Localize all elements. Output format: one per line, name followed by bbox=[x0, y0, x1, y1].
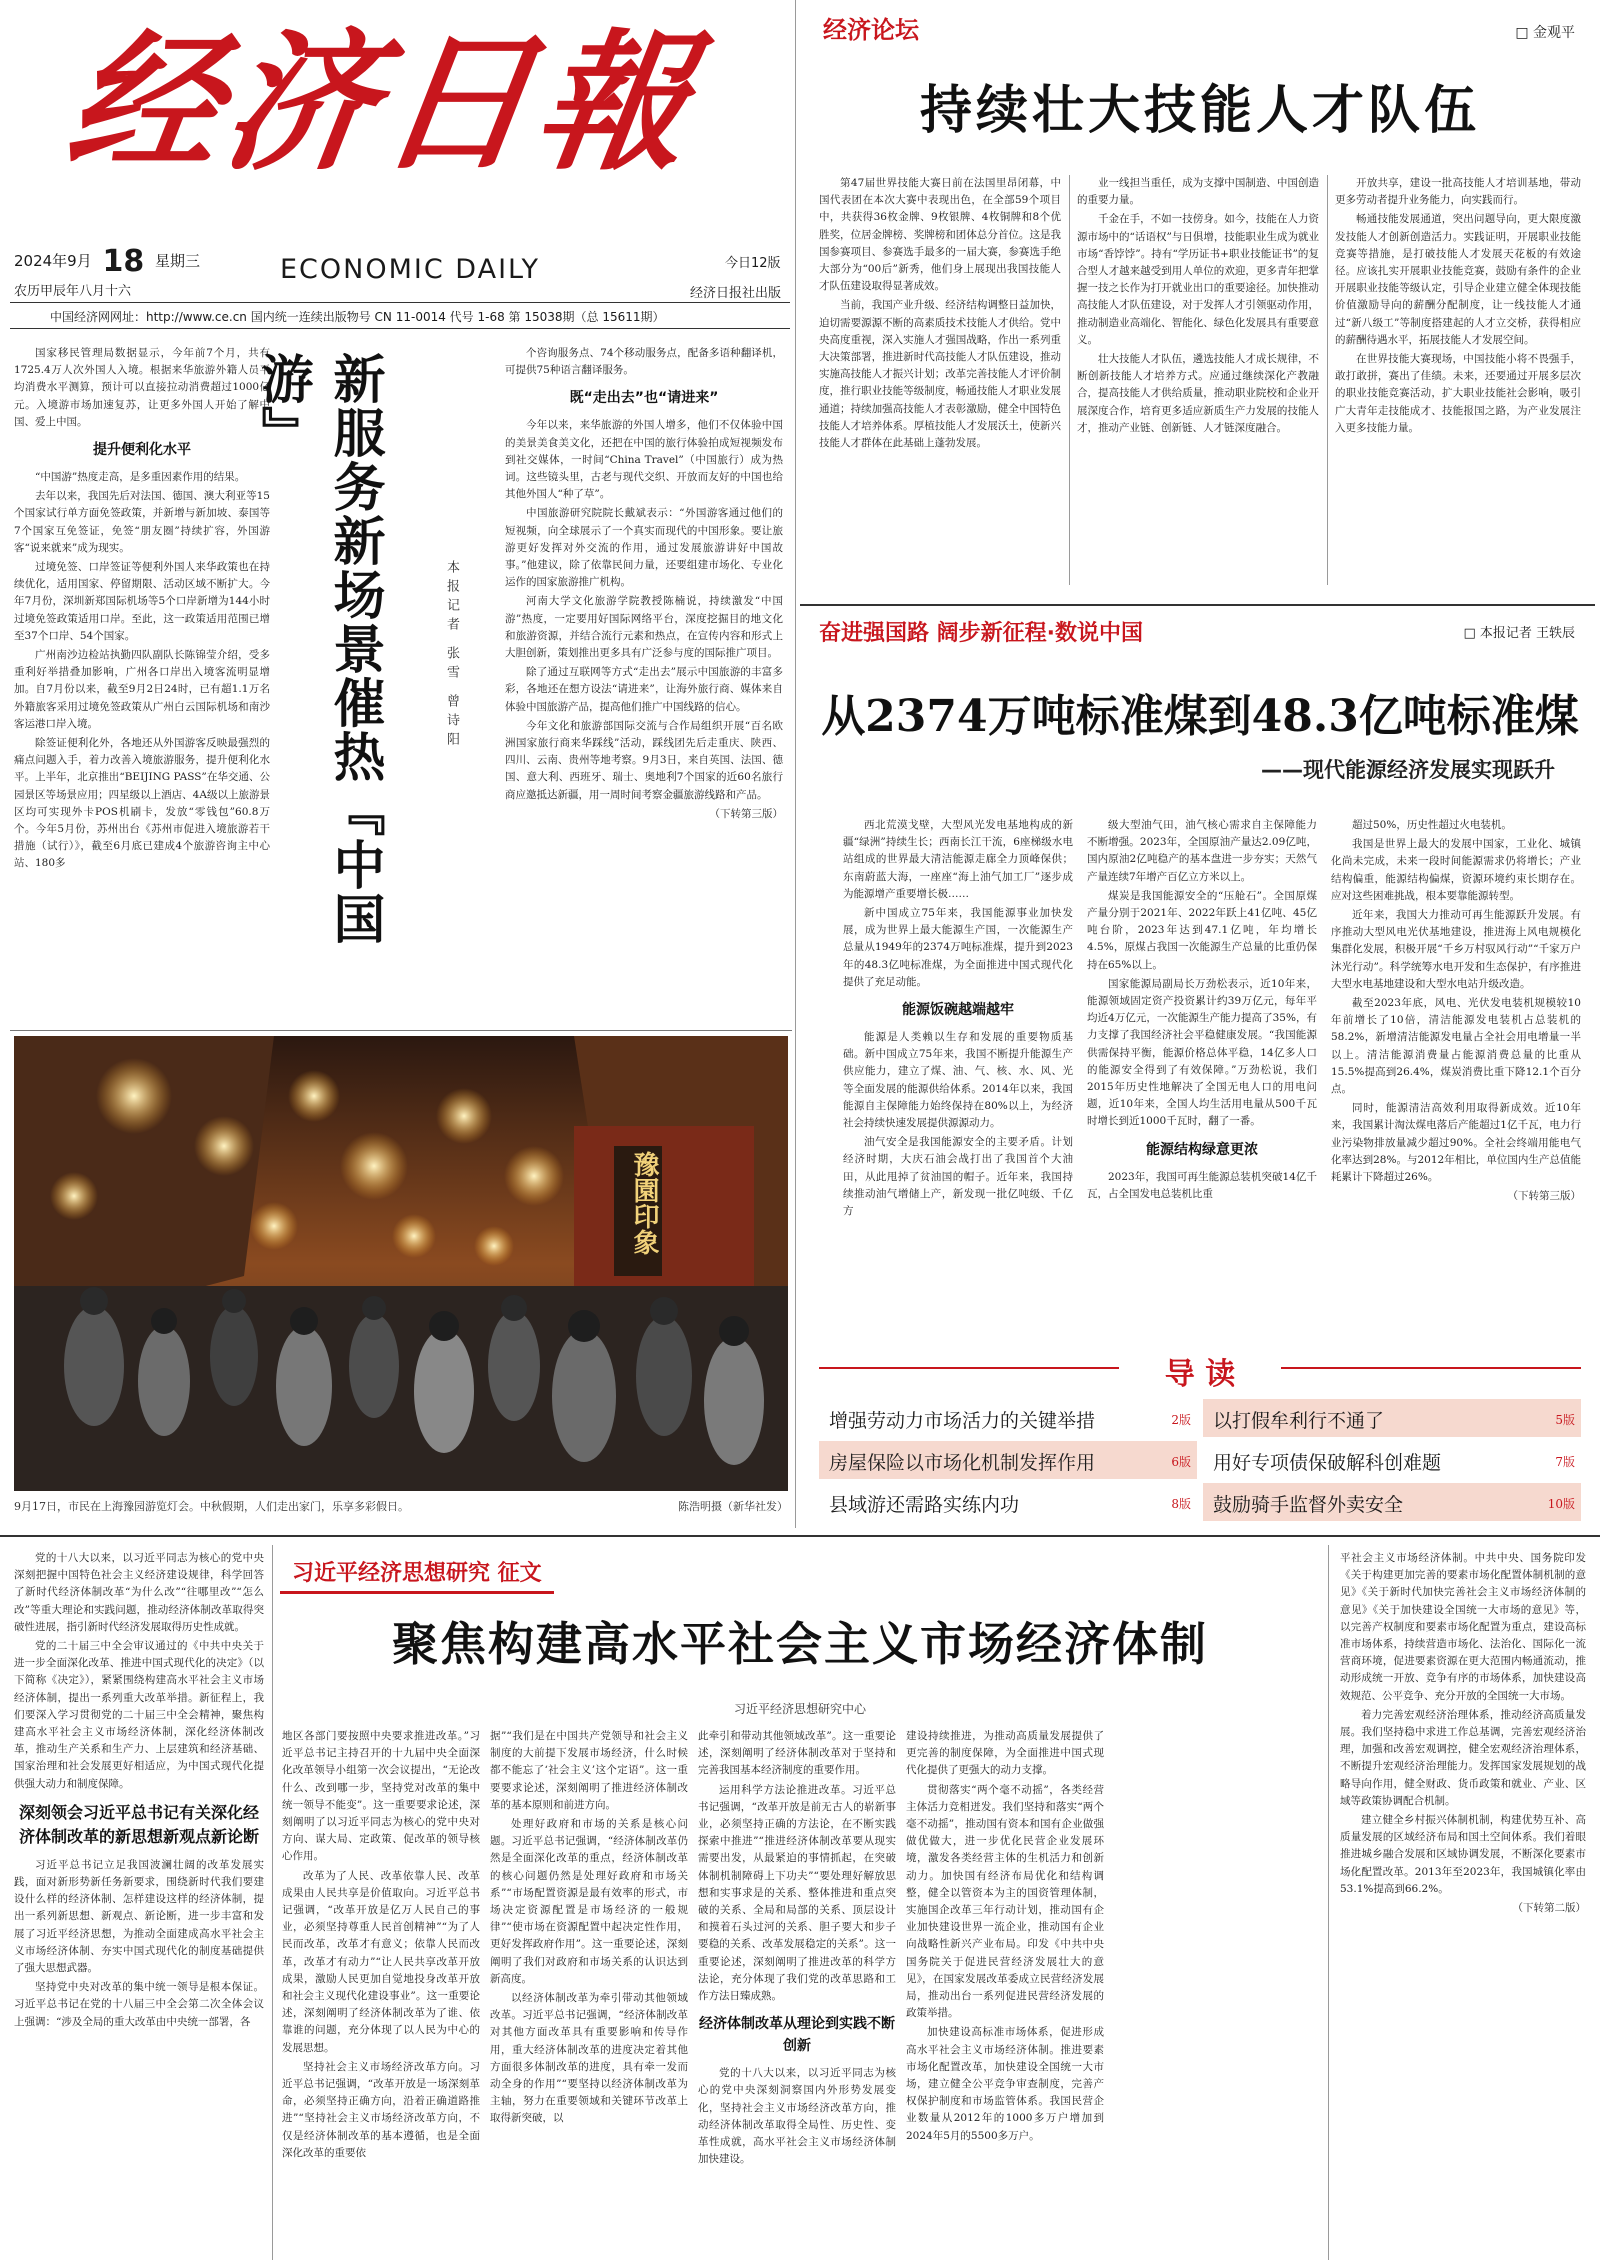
forum-col-2 bbox=[1077, 175, 1319, 593]
info-rule bbox=[10, 328, 790, 329]
bottom-section-rule bbox=[0, 1535, 1600, 1537]
energy-col-3 bbox=[1331, 817, 1581, 1342]
bottom-subhead-left: 深刻领会习近平总书记有关深化经济体制改革的新思想新观点新论断 bbox=[18, 1802, 259, 1846]
paragraph: 新中国成立75年来，我国能源事业加快发展，成为世界上最大能源生产国，一次能源生产总量从1949年的2374万吨标准煤，提升到2023年的48.3亿吨标准煤，为全面推进中国式现代化提供了充足动能。 bbox=[843, 907, 1073, 988]
guide-item-page: 10版 bbox=[1547, 1497, 1575, 1511]
paragraph: 西北荒漠戈壁，大型风光发电基地构成的新疆“绿洲”持续生长；西南长江干流，6座梯级水电站组成的世界最大清洁能源走廊全力顶峰保供；东南蔚蓝大海，一座座“海上油气加工厂”逐步成为能源增产重要增长极…… bbox=[843, 819, 1073, 900]
paragraph: 畅通技能发展通道，突出问题导向，更大限度激发技能人才创新创造活力。实践证明，开展职业技能竞赛等措施，是打破技能人才发展天花板的有效途径。应该扎实开展职业技能竞赛，鼓励有条件的企业开展职业技能等级认定，引导企业建立健全体现技能价值激励导向的薪酬分配制度，让一线技能人才通过“新八级工”等制度搭建起的人才立交桥，获得相应的薪酬待遇水平，拓展技能人才发展空间。 bbox=[1335, 213, 1581, 346]
paragraph: 加快建设高标准市场体系，促进形成高水平社会主义市场经济体制。推进要素市场化配置改革，加快建设全国统一大市场，建立健全公平竞争审查制度，完善产权保护制度和市场监管体系。我国民营企业数量从2012年的1000多万户增加到2024年5月的5500多万户。 bbox=[906, 2026, 1104, 2142]
paragraph: 除签证便利化外，各地还从外国游客反映最强烈的痛点问题入手，着力改善入境旅游服务，提升便利化水平。上半年，北京推出“BEIJING PASS”在华交通、公园景区等场景应用；四星级以上酒店、4A级以上旅游景区均可实现外卡POS机刷卡，发放“零钱包”60.8万个。今年5月份，苏州出台《苏州市促进入境旅游若干措施（试行）》，截至6月底已建成4个旅游咨询主中心站、180多 bbox=[14, 737, 270, 870]
paragraph: 在世界技能大赛现场，中国技能小将不畏强手，敢打敢拼，赛出了佳绩。未来，还要通过开展多层次的职业技能竞赛活动，扩大职业技能社会影响，吸引广大青年走技能成才、技能报国之路，为产业发展注入更多技能力量。 bbox=[1335, 353, 1581, 434]
guide-item-page: 6版 bbox=[1171, 1455, 1191, 1469]
paragraph: 贯彻落实“两个毫不动摇”，各类经营主体活力竞相迸发。我们坚持和落实“两个毫不动摇”，推动国有资本和国有企业做强做优做大，进一步优化民营企业发展环境，激发各类经营主体的生机活力和创新动力。加快国有经济布局优化和结构调整，健全以管资本为主的国资管理体制，实施国企改革三年行动计划，推动国有企业加快建设世界一流企业，推动国有企业向战略性新兴产业布局。印发《中共中央 国务院关于促进民营经济发展壮大的意见》，在国家发展改革委成立民营经济发展局，推动出台一系列促进民营经济发展的政策举措。 bbox=[906, 1783, 1104, 2020]
lead-byline: 本报记者 张雪 曾诗阳 bbox=[444, 560, 459, 752]
bottom-divider bbox=[272, 1545, 273, 2260]
weekday: 星期三 bbox=[155, 252, 201, 270]
guide-item-page: 5版 bbox=[1555, 1413, 1575, 1427]
paragraph: 党的十八大以来，以习近平同志为核心的党中央深刻把握中国特色社会主义经济建设规律，科学回答了新时代经济体制改革“为什么改”“往哪里改”“怎么改”等重大理论和实践问题，推动经济体制改革取得突破性进展，指引新时代经济发展取得历史性成就。 bbox=[14, 1552, 264, 1633]
guide-item-text: 用好专项债保破解科创难题 bbox=[1213, 1452, 1442, 1474]
guide-item[interactable] bbox=[1203, 1483, 1581, 1521]
guide-item-page: 8版 bbox=[1171, 1497, 1191, 1511]
guide-item[interactable] bbox=[819, 1483, 1197, 1521]
paragraph: 截至2023年底，风电、光伏发电装机规模较10年前增长了10倍，清洁能源发电装机占总装机的58.2%，新增清洁能源发电量占全社会用电增量一半以上。清洁能源消费量占能源消费总量的比重从15.5%提高到26.4%，煤炭消费比重下降12.1个百分点。 bbox=[1331, 997, 1581, 1096]
info-line: 中国经济网网址：http://www.ce.cn 国内统一连续出版物号 CN 11-0014 代号 1-68 第 15038期（总 15611期） bbox=[50, 310, 665, 324]
bottom-col-4 bbox=[698, 1728, 896, 2260]
masthead-english: ECONOMIC DAILY bbox=[280, 254, 541, 285]
yuyuan-lantern-photo bbox=[14, 1036, 788, 1491]
paragraph: 改革为了人民、改革依靠人民、改革成果由人民共享是价值取向。习近平总书记强调，“改革开放是亿万人民自己的事业，必须坚持尊重人民首创精神”“为了人民而改革，改革才有意义；依靠人民而改革，改革才有动力”“让人民共享改革开放成果，激励人民更加自觉地投身改革开放和社会主义现代化建设事业”。这一重要论述，深刻阐明了经济体制改革为了谁、依靠谁的问题，充分体现了以人民为中心的发展思想。 bbox=[282, 1869, 480, 2054]
paragraph: 当前，我国产业升级、经济结构调整日益加快，迫切需要源源不断的高素质技术技能人才供给。党中央高度重视，深入实施人才强国战略，作出一系列重大决策部署，推进新时代高技能人才队伍建设，推动实施高技能人才振兴计划；改革完善技能人才评价制度，推行职业技能等级制度，畅通技能人才职业发展通道；持续加强高技能人才表彰激励，健全中国特色技能人才培养体系。厚植技能人才发展沃土，使新兴技能人才群体在此基础上蓬勃发展。 bbox=[819, 299, 1061, 450]
paragraph: 据”“我们是在中国共产党领导和社会主义制度的大前提下发展市场经济，什么时候都不能忘了‘社会主义’这个定语”。这一重要要求论述，深刻阐明了推进经济体制改革的基本原则和前进方向。 bbox=[490, 1730, 688, 1811]
photo-top-rule bbox=[10, 1030, 792, 1031]
photo-illustration bbox=[14, 1036, 788, 1491]
masthead-date bbox=[14, 244, 200, 279]
energy-section bbox=[805, 612, 1595, 1342]
bottom-tag: 习近平经济思想研究 征文 bbox=[280, 1552, 554, 1594]
photo-credit: 陈浩明摄（新华社发） bbox=[678, 1500, 788, 1513]
photo-caption bbox=[14, 1498, 788, 1514]
forum-author: □ 金观平 bbox=[1515, 25, 1575, 41]
paragraph: 以经济体制改革为牵引带动其他领域改革。习近平总书记强调，“经济体制改革对其他方面改革具有重要影响和传导作用，重大经济体制改革的进度决定着其他方面很多体制改革的进度，具有牵一发而动全身的作用”“要坚持以经济体制改革为主轴，努力在重要领域和关键环节改革上取得新突破，以 bbox=[490, 1992, 688, 2125]
paragraph: 地区各部门要按照中央要求推进改革。”习近平总书记主持召开的十九届中央全面深化改革领导小组第一次会议提出，“无论改什么、改到哪一步，坚持党对改革的集中统一领导不能变”。这一重要要求论述，深刻阐明了以习近平同志为核心的党中央对方向、谋大局、定政策、促改革的领导核心作用。 bbox=[282, 1730, 480, 1863]
guide-item-text: 县域游还需路实练内功 bbox=[829, 1494, 1020, 1516]
paragraph: 过境免签、口岸签证等便利外国人来华政策也在持续优化，适用国家、停留期限、活动区域不断扩大。今年7月份，深圳新郑国际机场等5个口岸新增为144小时过境免签政策适用口岸。至此，这一政策适用范围已增至37个口岸、54个国家。 bbox=[14, 561, 270, 642]
forum-col-divider bbox=[1327, 175, 1328, 585]
lead-col-1 bbox=[14, 345, 270, 1025]
bottom-col-3 bbox=[490, 1728, 688, 2260]
lead-paragraph: 国家移民管理局数据显示，今年前7个月，共有1725.4万人次外国人入境。根据来华旅游外籍人员平均消费水平测算，预计可以直接拉动消费超过1000亿元。入境游市场加速复苏，让更多外国人开始了解中国、爱上中国。 bbox=[14, 347, 270, 428]
paragraph: 开放共享，建设一批高技能人才培训基地，带动更多劳动者提升业务能力，向实践而行。 bbox=[1335, 177, 1581, 207]
paragraph: 壮大技能人才队伍，遴选技能人才成长规律，不断创新技能人才培养方式。应通过继续深化产教融合，提高技能人才供给质量，推动职业院校和企业开展深度合作，培育更多适应新质生产力发展的技能人才，推动产业链、创新链、人才链深度融合。 bbox=[1077, 353, 1319, 434]
guide-item[interactable] bbox=[819, 1441, 1197, 1479]
paragraph: 建立健全乡村振兴体制机制，构建优势互补、高质量发展的区域经济布局和国土空间体系。我们着眼推进城乡融合发展和区域协调发展，不断深化要素市场化配置改革。2013年至2023年，我国城镇化率由53.1%提高到66.2%。 bbox=[1340, 1814, 1586, 1895]
energy-subhead-2: 能源结构绿意更浓 bbox=[1146, 1141, 1258, 1158]
guide-item-page: 2版 bbox=[1171, 1413, 1191, 1427]
guide-item[interactable] bbox=[819, 1399, 1197, 1437]
caption-text: 9月17日，市民在上海豫园游览灯会。中秋假期，人们走出家门，乐享多彩假日。 bbox=[14, 1500, 409, 1513]
paragraph: 油气安全是我国能源安全的主要矛盾。计划经济时期，大庆石油会战打出了我国首个大油田，从此甩掉了贫油国的帽子。近年来，我国持续推动油气增储上产，新发现一批亿吨级、千亿方 bbox=[843, 1136, 1073, 1218]
paragraph: 党的二十届三中全会审议通过的《中共中央关于进一步全面深化改革、推进中国式现代化的决定》（以下简称《决定》），紧紧围绕构建高水平社会主义市场经济体制，提出一系列重大改革举措。新征程上，我们要深入学习贯彻党的二十届三中全会精神，聚焦构建高水平社会主义市场经济体制，深化经济体制改革，推动生产关系和生产力、上层建筑和经济基础、国家治理和社会发展更好相适应，为中国式现代化提供强大动力和制度保障。 bbox=[14, 1640, 264, 1790]
paragraph: 第47届世界技能大赛日前在法国里昂闭幕，中国代表团在本次大赛中表现出色，在全部59个项目中，共获得36枚金牌、9枚银牌、4枚铜牌和8个优胜奖，位居金牌榜、奖牌榜和团体总分首位。这是我国参赛项目、参赛选手最多的一届大赛，参赛选手绝大部分为“00后”新秀，他们身上展现出我国技能人才队伍建设取得显著成效。 bbox=[819, 177, 1061, 293]
guide-title: 导 读 bbox=[1164, 1357, 1236, 1392]
bottom-col-2 bbox=[282, 1728, 480, 2260]
guide-item-text: 房屋保险以市场化机制发挥作用 bbox=[829, 1452, 1096, 1474]
main-divider bbox=[795, 0, 796, 1528]
energy-subtitle: ——现代能源经济发展实现跃升 bbox=[1261, 758, 1555, 782]
paragraph: 千金在手，不如一技傍身。如今，技能在人力资源市场中的“话语权”与日俱增，技能职业生成为就业市场“香饽饽”。持有“学历证书+职业技能证书”的复合型人才越来越受到用人单位的欢迎，更多青年把掌握一技之长作为打开就业出口的重要途径。加快推动高技能人才队伍建设，对于发挥人才引领驱动作用，推动制造业高端化、智能化、绿色化发展具有重要意义。 bbox=[1077, 213, 1319, 346]
guide-rule-right bbox=[1281, 1367, 1581, 1369]
paragraph: 业一线担当重任，成为支撑中国制造、中国创造的重要力量。 bbox=[1077, 177, 1319, 207]
bottom-continued: （下转第二版） bbox=[1512, 1902, 1586, 1915]
forum-col-1 bbox=[819, 175, 1061, 593]
energy-col-1 bbox=[843, 817, 1073, 1342]
paragraph: 着力完善宏观经济治理体系，推动经济高质量发展。我们坚持稳中求进工作总基调，完善宏观经济治理，加强和改善宏观调控，健全宏观经济治理体系，不断提升宏观经济治理能力。发挥国家发展规划的战略导向作用，健全财政、货币政策和就业、产业、区域等政策协调配合机制。 bbox=[1340, 1708, 1586, 1807]
paragraph: 2023年，我国可再生能源总装机突破14亿千瓦，占全国发电总装机比重 bbox=[1087, 1170, 1317, 1200]
masthead-rule bbox=[10, 302, 790, 303]
lead-col-2 bbox=[505, 345, 783, 1025]
paragraph: 去年以来，我国先后对法国、德国、澳大利亚等15个国家试行单方面免签政策，并新增与新加坡、泰国等7个国家互免签证，免签“朋友圈”持续扩容，外国游客“说来就来”成为现实。 bbox=[14, 490, 270, 554]
paragraph: 同时，能源清洁高效利用取得新成效。近10年来，我国累计淘汰煤电落后产能超过1亿千瓦，电力行业污染物排放量减少超过90%。全社会终端用能电气化率达到28%。与2012年相比，单位国内生产总值能耗累计下降超过26%。 bbox=[1331, 1102, 1581, 1184]
pages-count: 今日12版 bbox=[725, 256, 781, 271]
forum-headline: 持续壮大技能人才队伍 bbox=[919, 81, 1480, 141]
date-day: 18 bbox=[102, 244, 145, 279]
paragraph: 个咨询服务点、74个移动服务点，配备多语种翻译机，可提供75种语言翻译服务。 bbox=[505, 347, 783, 377]
paragraph: 级大型油气田，油气核心需求自主保障能力不断增强。2023年，全国原油产量达2.09亿吨，国内原油2亿吨稳产的基本盘进一步夯实；天然气产量连续7年增产百亿立方米以上。 bbox=[1087, 819, 1317, 883]
lead-headline: 新服务新场景催热『中国游』 bbox=[252, 352, 384, 946]
guide-item-text: 鼓励骑手监督外卖安全 bbox=[1213, 1494, 1404, 1516]
paragraph: 我国是世界上最大的发展中国家，工业化、城镇化尚未完成，未来一段时间能源需求仍将增长；产业结构偏重，能源结构偏煤，资源环境约束长期存在。应对这些困难挑战，根本要靠能源转型。 bbox=[1331, 838, 1581, 902]
bottom-col-5 bbox=[906, 1728, 1104, 2260]
energy-byline: □ 本报记者 王轶辰 bbox=[1463, 626, 1575, 641]
guide-item-text: 增强劳动力市场活力的关键举措 bbox=[829, 1410, 1096, 1432]
paragraph: 今年文化和旅游部国际交流与合作局组织开展“百名欧洲国家旅行商来华踩线”活动，踩线团先后走重庆、陕西、四川、云南、贵州等地考察。9月3日，来自英国、法国、德国、意大利、西班牙、瑞士、奥地利7个国家的近60名旅行商应邀抵达新疆，用一周时间考察金疆旅游线路和产品。 bbox=[505, 719, 783, 801]
lead-subhead-2: 既“走出去”也“请进来” bbox=[569, 390, 719, 407]
guide-item[interactable] bbox=[1203, 1399, 1581, 1437]
guide-box bbox=[805, 1345, 1595, 1523]
bottom-left-col bbox=[14, 1550, 264, 2260]
publisher: 经济日报社出版 bbox=[690, 286, 782, 301]
energy-subhead-1: 能源饭碗越端越牢 bbox=[902, 1002, 1014, 1019]
forum-section-label: 经济论坛 bbox=[823, 16, 919, 44]
date-text: 2024年9月 bbox=[14, 252, 92, 270]
paragraph: 平社会主义市场经济体制。中共中央、国务院印发《关于构建更加完善的要素市场化配置体制机制的意见》《关于新时代加快完善社会主义市场经济体制的意见》《关于加快建设全国统一大市场的意见》等，以完善产权制度和要素市场化配置为重点，建设高标准市场体系，持续营造市场化、法治化、国际化一流营商环境，促进要素资源在更大范围内畅通流动，推动形成统一开放、竞争有序的市场体系，加快建设高效规范、公平竞争、充分开放的全国统一大市场。 bbox=[1340, 1552, 1586, 1702]
paragraph: 国家能源局副局长万劲松表示，近10年来，能源领域固定资产投资累计约39万亿元，每年平均近4万亿元，一次能源生产能力提高了35%，有力支撑了我国经济社会平稳健康发展。“我国能源供需保持平衡，能源价格总体平稳，14亿多人口的能源安全得到了有效保障。”万劲松说，我们2015年历史性地解决了全国无电人口的用电问题，近10年来，全国人均生活用电量从500千瓦时增长到近1000千瓦时，翻了一番。 bbox=[1087, 977, 1317, 1128]
guide-item-page: 7版 bbox=[1555, 1455, 1575, 1469]
paragraph: 煤炭是我国能源安全的“压舱石”。全国原煤产量分别于2021年、2022年跃上41亿吨、45亿吨台阶，2023年达到47.1亿吨，年均增长4.5%，原煤占我国一次能源生产总量的比重仍保持在65%以上。 bbox=[1087, 889, 1317, 971]
energy-headline: 从2374万吨标准煤到48.3亿吨标准煤 bbox=[821, 691, 1579, 742]
paragraph: 坚持党中央对改革的集中统一领导是根本保证。习近平总书记在党的十八届三中全会第二次全体会议上强调：“涉及全局的重大改革由中央统一部署，各 bbox=[14, 1981, 264, 2028]
masthead-title: 经济日報 bbox=[57, 15, 707, 191]
paragraph: 坚持社会主义市场经济改革方向。习近平总书记强调，“改革开放是一场深刻革命，必须坚持正确方向，沿着正确道路推进”“坚持社会主义市场经济改革方向，不仅是经济体制改革的基本遵循，也是全面深化改革的重要依 bbox=[282, 2060, 480, 2159]
photo-sign: 豫園印象 bbox=[629, 1151, 659, 1255]
lunar-date: 农历甲辰年八月十六 bbox=[14, 284, 132, 299]
paragraph: 运用科学方法论推进改革。习近平总书记强调，“改革开放是前无古人的崭新事业，必须坚持正确的方法论，在不断实践探索中推进”“推进经济体制改革要从现实需要出发，从最紧迫的事情抓起，在突破体制机制障碍上下功夫”“要处理好解放思想和实事求是的关系、整体推进和重点突破的关系、全局和局部的关系、顶层设计和摸着石头过河的关系、胆子要大和步子要稳的关系、改革发展稳定的关系”。这一重要论述，深刻阐明了推进改革的科学方法论，充分体现了我们党的改革思路和工作方法日臻成熟。 bbox=[698, 1783, 896, 2003]
lead-continued: （下转第三版） bbox=[709, 807, 783, 820]
forum-col-3 bbox=[1335, 175, 1581, 593]
paragraph: 此牵引和带动其他领域改革”。这一重要论述，深刻阐明了经济体制改革对于坚持和完善我国基本经济制度的重要作用。 bbox=[698, 1730, 896, 1777]
paragraph: 今年以来，来华旅游的外国人增多，他们不仅体验中国的美景美食美文化，还把在中国的旅行体验拍成短视频发布到社交媒体，一时间“China Travel”（中国旅行）成为热词。这些镜头里，古老与现代交织、开放而友好的中国也给其他外国人“种了草”。 bbox=[505, 419, 783, 501]
paragraph: 广州南沙边检站执勤四队副队长陈锦莹介绍，受多重利好举措叠加影响，广州各口岸出入境客流明显增加。自7月份以来，截至9月2日24时，已有超1.1万名外籍旅客采用过境免签政策从广州白云国际机场和南沙客运港口岸入境。 bbox=[14, 649, 270, 730]
energy-continued: （下转第三版） bbox=[1507, 1190, 1581, 1203]
masthead bbox=[0, 0, 795, 330]
paragraph: 近年来，我国大力推动可再生能源跃升发展。有序推动大型风电光伏基地建设，推进海上风电规模化集群化发展，积极开展“千乡万村驭风行动”“千家万户沐光行动”。科学统筹水电开发和生态保护，有序推进大型水电基地建设和大型水电站升级改造。 bbox=[1331, 909, 1581, 990]
paragraph: 习近平总书记立足我国波澜壮阔的改革发展实践，面对新形势新任务新要求，围绕新时代我们要建设什么样的经济体制、怎样建设这样的经济体制，提出一系列新思想、新观点、新论断，进一步丰富和发展了习近平经济思想，为推动全面建成高水平社会主义市场经济体制、夯实中国式现代化的制度基础提供了强大思想武器。 bbox=[14, 1858, 264, 1975]
paragraph: 处理好政府和市场的关系是核心问题。习近平总书记强调，“经济体制改革仍然是全面深化改革的重点，经济体制改革的核心问题仍然是处理好政府和市场关系”“市场配置资源是最有效率的形式，市场决定资源配置是市场经济的一般规律”“使市场在资源配置中起决定性作用，更好发挥政府作用”。这一重要论述，深刻阐明了我们对政府和市场关系的认识达到新高度。 bbox=[490, 1818, 688, 1985]
paragraph: 超过50%，历史性超过火电装机。 bbox=[1352, 819, 1512, 831]
paragraph: “中国游”热度走高，是多重因素作用的结果。 bbox=[35, 471, 246, 484]
paragraph: 中国旅游研究院院长戴斌表示：“外国游客通过他们的短视频，向全球展示了一个真实而现代的中国形象。要让旅游更好发挥对外交流的作用，通过发展旅游讲好中国故事。”他建议，除了依靠民间力量，还要组建市场化、专业化运作的国家旅游推广机构。 bbox=[505, 507, 783, 589]
paragraph: 除了通过互联网等方式“走出去”展示中国旅游的丰富多彩，各地还在想方设法“请进来”，让海外旅行商、媒体来自体验中国旅游产品，提高他们推广中国线路的信心。 bbox=[505, 666, 783, 713]
forum-bottom-rule bbox=[800, 604, 1595, 606]
forum-section bbox=[805, 0, 1595, 600]
bottom-subhead-mid: 经济体制改革从理论到实践不断创新 bbox=[699, 2016, 895, 2055]
guide-item-text: 以打假牟利行不通了 bbox=[1213, 1410, 1385, 1432]
forum-col-divider bbox=[1069, 175, 1070, 585]
guide-item[interactable] bbox=[1203, 1441, 1581, 1479]
bottom-right-col bbox=[1340, 1550, 1586, 2260]
paragraph: 河南大学文化旅游学院教授陈楠说，持续激发“中国游”热度，一定要用好国际网络平台，深度挖掘目的地文化和旅游资源，并结合流行元素和热点，在宣传内容和形式上大胆创新，策划推出更多具有广泛参与度的国际推广项目。 bbox=[505, 595, 783, 660]
paragraph: 能源是人类赖以生存和发展的重要物质基础。新中国成立75年来，我国不断提升能源生产供应能力，建立了煤、油、气、核、水、风、光等全面发展的能源供给体系。2014年以来，我国能源自主保障能力始终保持在80%以上，为经济社会持续快速发展提供源源动力。 bbox=[843, 1031, 1073, 1130]
bottom-headline: 聚焦构建高水平社会主义市场经济体制 bbox=[392, 1617, 1208, 1671]
bottom-divider bbox=[1328, 1545, 1329, 2260]
energy-section-label: 奋进强国路 阔步新征程·数说中国 bbox=[819, 621, 1144, 646]
lead-subhead-1: 提升便利化水平 bbox=[93, 442, 191, 459]
bottom-byline: 习近平经济思想研究中心 bbox=[733, 1702, 866, 1716]
paragraph: 建设持续推进，为推动高质量发展提供了更完善的制度保障，为全面推进中国式现代化提供了更强大的动力支撑。 bbox=[906, 1730, 1104, 1777]
paragraph: 党的十八大以来，以习近平同志为核心的党中央深刻洞察国内外形势发展变化，坚持社会主义市场经济改革方向，推动经济体制改革取得全局性、历史性、变革性成就，高水平社会主义市场经济体制加快建设。 bbox=[698, 2067, 896, 2166]
energy-col-2 bbox=[1087, 817, 1317, 1342]
